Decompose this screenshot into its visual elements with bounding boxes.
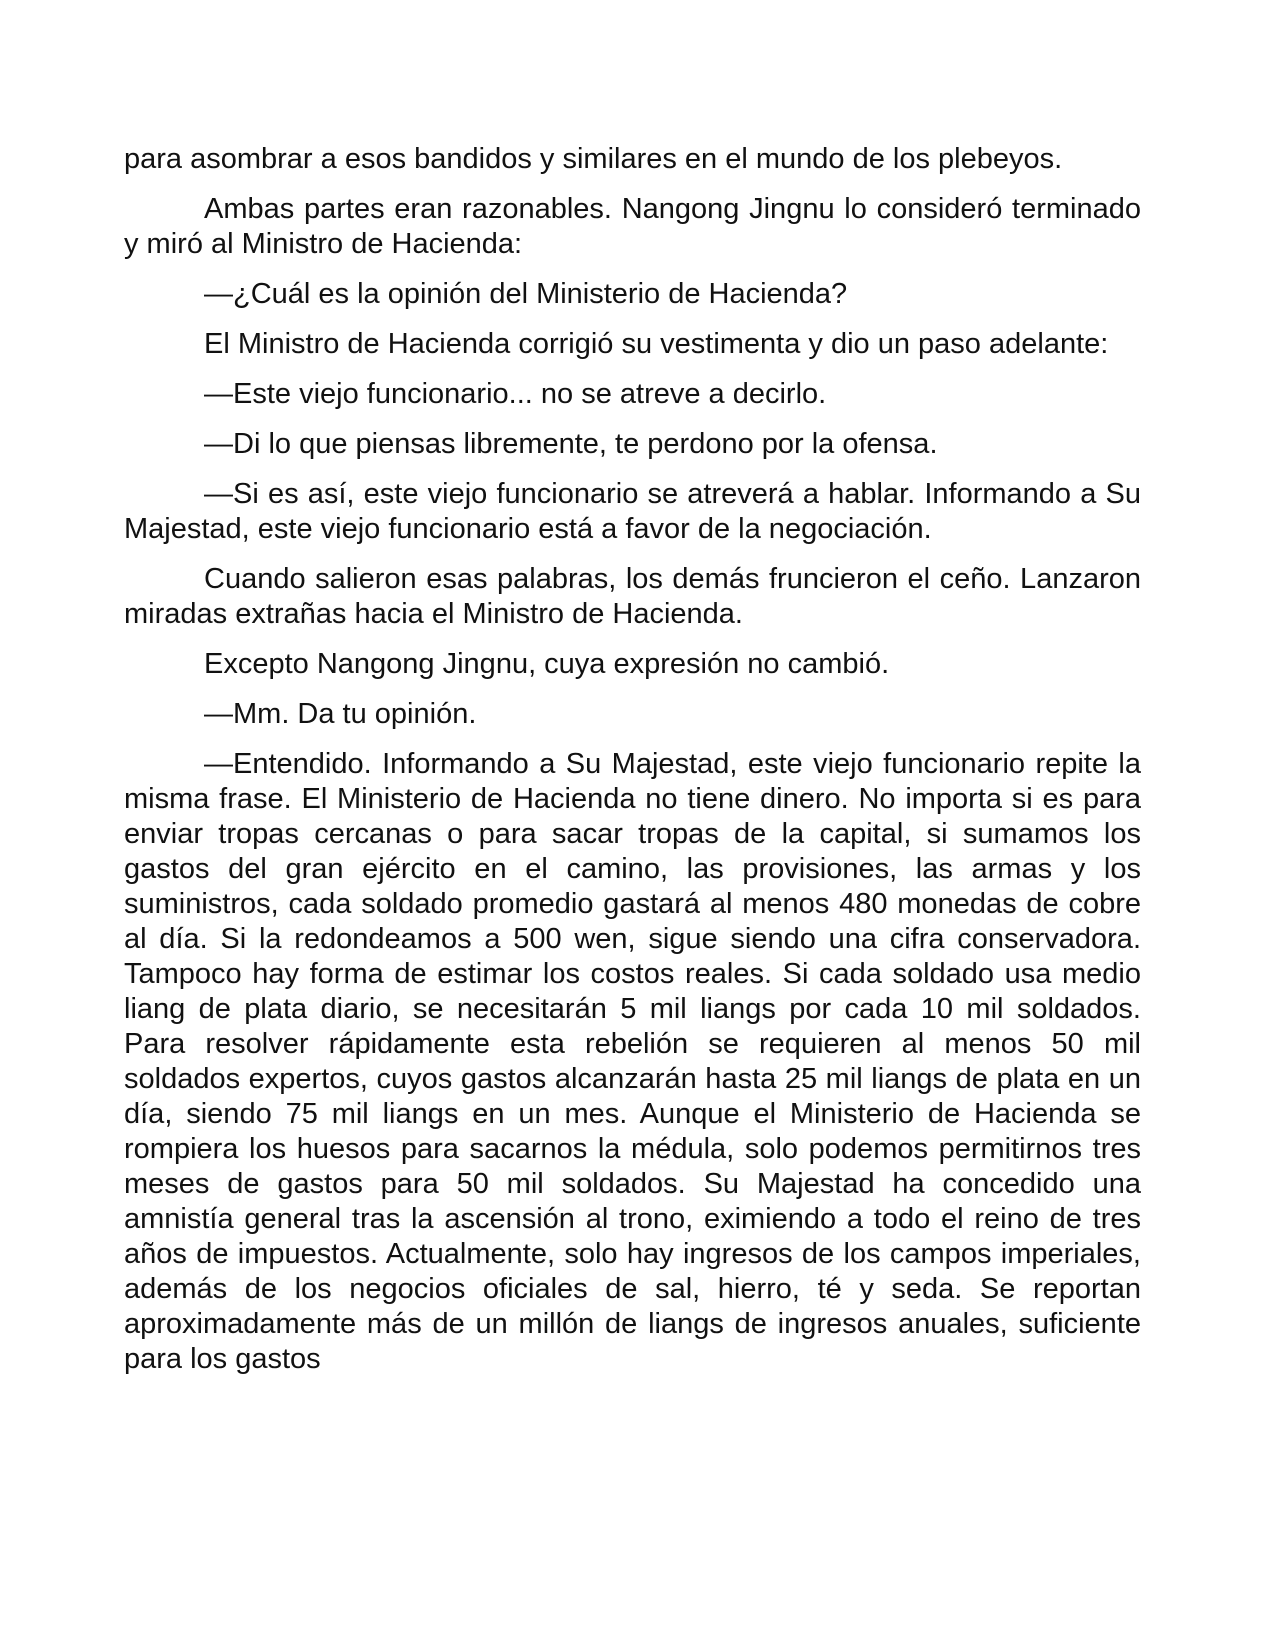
paragraph-10: —Mm. Da tu opinión. (204, 698, 477, 730)
paragraph-4: El Ministro de Hacienda corrigió su vestimenta y dio un paso adelante: (204, 328, 1109, 360)
paragraph-8: Cuando salieron esas palabras, los demás fruncieron el ceño. Lanzaron miradas extrañas hacia el Ministro de Hacienda. (124, 563, 1141, 630)
paragraph-3: —¿Cuál es la opinión del Ministerio de Hacienda? (204, 278, 848, 310)
paragraph-2: Ambas partes eran razonables. Nangong Jingnu lo consideró terminado y miró al Ministro de Hacienda: (124, 193, 1141, 260)
document-page (124, 142, 1141, 1392)
paragraph-6: —Di lo que piensas libremente, te perdono por la ofensa. (204, 428, 938, 460)
paragraph-1: para asombrar a esos bandidos y similares en el mundo de los plebeyos. (124, 143, 1063, 175)
paragraph-11: —Entendido. Informando a Su Majestad, este viejo funcionario repite la misma frase. El Ministerio de Hacienda no tiene dinero. No importa si es para enviar tropas cercanas o para sacar tropas de la capital, si sumamos los gastos del gran ejército en el camino, las provisiones, las armas y los suministros, cada soldado promedio gastará al menos 480 monedas de cobre al día. Si la redondeamos a 500 wen, sigue siendo una cifra conservadora. Tampoco hay forma de estimar los costos reales. Si cada soldado usa medio liang de plata diario, se necesitarán 5 mil liangs por cada 10 mil soldados. Para resolver rápidamente esta rebelión se requieren al menos 50 mil soldados expertos, cuyos gastos alcanzarán hasta 25 mil liangs de plata en un día, siendo 75 mil liangs en un mes. Aunque el Ministerio de Hacienda se rompiera los huesos para sacarnos la médula, solo podemos permitirnos tres meses de gastos para 50 mil soldados. Su Majestad ha concedido una amnistía general tras la ascensión al trono, eximiendo a todo el reino de tres años de impuestos. Actualmente, solo hay ingresos de los campos imperiales, además de los negocios oficiales de sal, hierro, té y seda. Se reportan aproximadamente más de un millón de liangs de ingresos anuales, suficiente para los gastos (124, 748, 1141, 1375)
paragraph-7: —Si es así, este viejo funcionario se atreverá a hablar. Informando a Su Majestad, este viejo funcionario está a favor de la negociación. (124, 478, 1141, 545)
paragraph-9: Excepto Nangong Jingnu, cuya expresión no cambió. (204, 648, 890, 680)
paragraph-5: —Este viejo funcionario... no se atreve a decirlo. (204, 378, 827, 410)
